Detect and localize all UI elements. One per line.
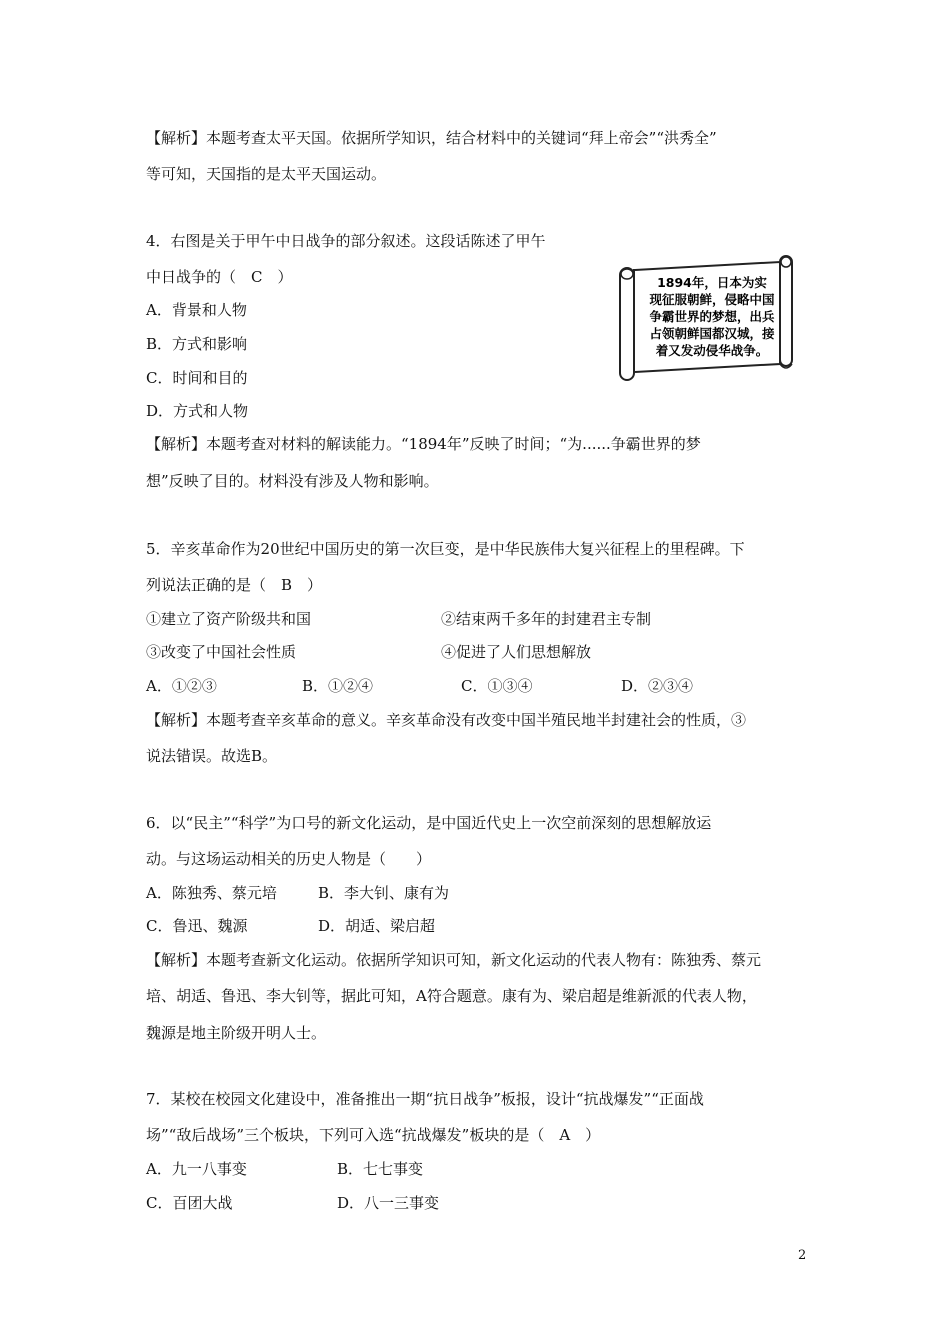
q6-stem-line2: 动。与这场运动相关的历史人物是（ ） (146, 850, 432, 868)
q5-item-1: ①建立了资产阶级共和国 (146, 610, 312, 628)
q4-analysis-line1: 【解析】本题考查对材料的解读能力。“1894年”反映了时间；“为......争霸世界的梦 (146, 435, 701, 453)
scroll-line-2: 现征服朝鲜，侵略中国 (649, 292, 775, 307)
q3-analysis-line1: 【解析】本题考查太平天国。依据所学知识，结合材料中的关键词“拜上帝会”“洪秀全” (146, 129, 717, 147)
q5-item-3: ③改变了中国社会性质 (146, 643, 297, 661)
q7-stem-line2: 场”“敌后战场”三个板块，下列可入选“抗战爆发”板块的是（ A ） (146, 1126, 601, 1144)
q5-option-a: A．①②③ (146, 677, 217, 695)
q6-analysis-line3: 魏源是地主阶级开明人士。 (146, 1024, 327, 1042)
q5-item-4: ④促进了人们思想解放 (441, 643, 592, 661)
q4-stem-line2: 中日战争的（ C ） (146, 268, 293, 286)
q7-option-d: D．八一三事变 (337, 1194, 440, 1212)
scroll-text (642, 274, 782, 359)
q6-option-d: D．胡适、梁启超 (318, 917, 436, 935)
q7-option-b: B．七七事变 (337, 1160, 424, 1178)
q4-stem-line1: 4．右图是关于甲午中日战争的部分叙述。这段话陈述了甲午 (146, 232, 546, 250)
q6-analysis-line2: 培、胡适、鲁迅、李大钊等，据此可知，A符合题意。康有为、梁启超是维新派的代表人物， (146, 987, 757, 1005)
q6-analysis-line1: 【解析】本题考查新文化运动。依据所学知识可知，新文化运动的代表人物有：陈独秀、蔡元 (146, 951, 762, 969)
q6-option-b: B．李大钊、康有为 (318, 884, 450, 902)
q5-option-b: B．①②④ (302, 677, 374, 695)
q6-stem-line1: 6．以“民主”“科学”为口号的新文化运动，是中国近代史上一次空前深刻的思想解放运 (146, 814, 712, 832)
q7-option-a: A．九一八事变 (146, 1160, 247, 1178)
scroll-line-3: 争霸世界的梦想，出兵 (649, 309, 775, 324)
q4-option-b: B．方式和影响 (146, 335, 248, 353)
q4-option-c: C．时间和目的 (146, 369, 248, 387)
scroll-line-4: 占领朝鲜国都汉城，接 (649, 326, 775, 341)
q5-option-c: C．①③④ (461, 677, 533, 695)
q4-option-d: D．方式和人物 (146, 402, 249, 420)
q5-item-2: ②结束两千多年的封建君主专制 (441, 610, 652, 628)
scroll-line-5: 着又发动侵华战争。 (655, 343, 769, 358)
q3-analysis-line2: 等可知，天国指的是太平天国运动。 (146, 165, 387, 183)
q5-stem-line2: 列说法正确的是（ B ） (146, 576, 323, 594)
q5-stem-line1: 5．辛亥革命作为20世纪中国历史的第一次巨变，是中华民族伟大复兴征程上的里程碑。下 (146, 540, 745, 558)
q5-analysis-line1: 【解析】本题考查辛亥革命的意义。辛亥革命没有改变中国半殖民地半封建社会的性质，③ (146, 711, 747, 729)
q5-option-d: D．②③④ (621, 677, 694, 695)
q6-option-c: C．鲁迅、魏源 (146, 917, 248, 935)
page-number: 2 (798, 1248, 807, 1263)
q4-analysis-line2: 想”反映了目的。材料没有涉及人物和影响。 (146, 472, 439, 490)
q4-option-a: A．背景和人物 (146, 301, 247, 319)
q7-option-c: C．百团大战 (146, 1194, 233, 1212)
q6-option-a: A．陈独秀、蔡元培 (146, 884, 277, 902)
q7-stem-line1: 7．某校在校园文化建设中，准备推出一期“抗日战争”板报，设计“抗战爆发”“正面战 (146, 1090, 704, 1108)
q5-analysis-line2: 说法错误。故选B。 (146, 747, 278, 765)
scroll-line-1: 1894年，日本为实 (657, 275, 767, 290)
